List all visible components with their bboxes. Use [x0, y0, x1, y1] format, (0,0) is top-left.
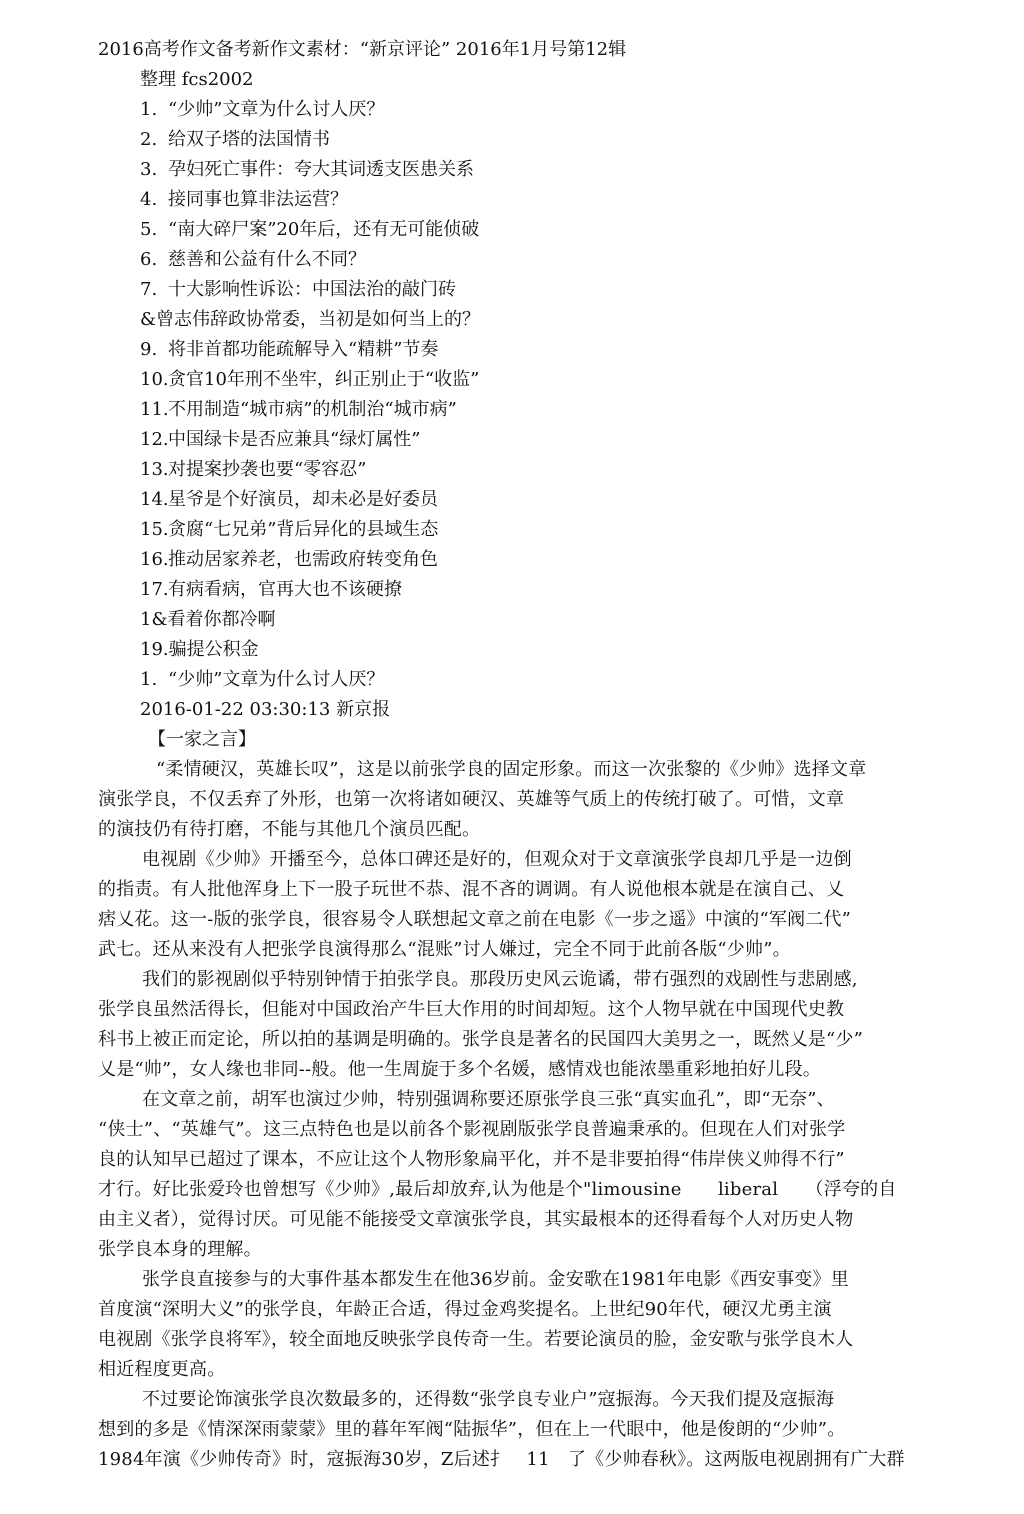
- body-line: 不过要论饰演张学良次数最多的，还得数“张学良专业户”寇振海。今天我们提及寇振海: [142, 1389, 835, 1410]
- toc-number: 17.: [140, 579, 169, 600]
- toc-item: [140, 456, 366, 484]
- body-line: 相近程度更高。: [98, 1359, 226, 1380]
- toc-number: 9.: [140, 339, 158, 360]
- toc-number: 4.: [140, 189, 158, 210]
- toc-item: [140, 246, 366, 274]
- body-line: 由主义者），觉得讨厌。可见能不能接受文章演张学良，其实最根本的还得看每个人对历史人物: [98, 1209, 854, 1230]
- toc-text: 推动居家养老，也需政府转变角色: [168, 549, 438, 570]
- toc-text: 接同事也算非法运营？: [168, 189, 348, 210]
- document-title: 2016高考作文备考新作文素材：“新京评论” 2016年1月号第12辑: [98, 39, 627, 60]
- toc-number: 14.: [140, 489, 169, 510]
- toc-text: 慈善和公益有什么不同？: [168, 249, 366, 270]
- body-line: 痞乂花。这一-版的张学良，很容易令人联想起文章之前在电影《一步之遥》中演的“军阀二代”: [98, 909, 852, 930]
- toc-item: [140, 396, 457, 424]
- toc-item: [140, 216, 479, 244]
- toc-number: 16.: [140, 549, 169, 570]
- toc-number: 3.: [140, 159, 158, 180]
- toc-text: 给双子塔的法国情书: [168, 129, 330, 150]
- toc-item: [140, 636, 259, 664]
- toc-item: [140, 516, 438, 544]
- toc-item: [140, 306, 480, 334]
- body-line: 的指责。有人批他浑身上下一股子玩世不恭、混不吝的调调。有人说他根本就是在演自己、乂: [98, 879, 845, 900]
- article-title-number: 1.: [140, 669, 158, 690]
- toc-item: [140, 576, 402, 604]
- toc-number: 2.: [140, 129, 158, 150]
- article-title: [140, 666, 384, 694]
- toc-item: [140, 96, 384, 124]
- toc-number: 7.: [140, 279, 158, 300]
- toc-text: 19.骗提公积金: [140, 639, 259, 660]
- body-line: 武七。还从来没有人把张学良演得那么“混账”讨人嫌过，完全不同于此前各版“少帅”。: [98, 939, 791, 960]
- toc-item: [140, 606, 275, 634]
- toc-number: 13.: [140, 459, 169, 480]
- toc-text: 孕妇死亡事件：夸大其词透支医患关系: [168, 159, 474, 180]
- toc-item: [140, 336, 438, 364]
- toc-text: 星爷是个好演员，却未必是好委员: [168, 489, 438, 510]
- body-line: 我们的影视剧似乎特别钟情于拍张学良。那段历史风云诡谲，带冇强烈的戏剧性与悲剧感,: [142, 969, 858, 990]
- toc-text: 对提案抄袭也要“零容忍”: [168, 459, 367, 480]
- body-line: 乂是“帅”，女人缘也非同--般。他一生周旋于多个名媛，感情戏也能浓墨重彩地拍好儿段。: [98, 1059, 821, 1080]
- toc-text: 贪官10年刑不坐牢，纠正别止于“收监”: [168, 369, 480, 390]
- toc-number: 5.: [140, 219, 158, 240]
- body-line: 演张学良，不仅丢弃了外形，也第一次将诸如硬汉、英雄等气质上的传统打破了。可惜，文章: [98, 789, 845, 810]
- toc-text: 1&看着你都冷啊: [140, 609, 276, 630]
- body-line: 的演技仍有待打磨，不能与其他几个演员匹配。: [98, 819, 481, 840]
- toc-text: 中国绿卡是否应兼具“绿灯属性”: [168, 429, 421, 450]
- editor-credit: 整理 fcs2002: [140, 69, 254, 90]
- toc-item: [140, 276, 456, 304]
- toc-item: [140, 366, 479, 394]
- toc-item: [140, 126, 330, 154]
- toc-item: [140, 186, 348, 214]
- body-line: 电视剧《少帅》开播至今，总体口碑还是好的，但观众对于文章演张学良却几乎是一边倒: [142, 849, 852, 870]
- toc-number: 6.: [140, 249, 158, 270]
- toc-text: 贪腐“七兄弟”背后异化的县域生态: [168, 519, 439, 540]
- body-line: 1984年演《少帅传奇》时，寇振海30岁，Z后述扌 11 了《少帅春秋》。这两版电视剧拥有广大群: [98, 1449, 905, 1470]
- toc-text: 不用制造“城市病”的机制治“城市病”: [168, 399, 457, 420]
- body-line: 在文章之前，胡军也演过少帅，特别强调称要还原张学良三张“真实血孔”，即“无奈”、: [142, 1089, 835, 1110]
- toc-text: &曾志伟辞政协常委，当初是如何当上的？: [140, 309, 481, 330]
- toc-text: 有病看病，官再大也不该硬撩: [168, 579, 402, 600]
- section-heading: 【一家之言】: [148, 729, 256, 750]
- toc-number: 12.: [140, 429, 169, 450]
- body-line: 科书上被正而定论，所以拍的基调是明确的。张学良是著名的民国四大美男之一，既然乂是“少”: [98, 1029, 863, 1050]
- body-line: 张学良本身的理解。: [98, 1239, 262, 1260]
- toc-item: [140, 546, 438, 574]
- toc-item: [140, 156, 474, 184]
- toc-number: 10.: [140, 369, 169, 390]
- body-line: 电视剧《张学良将军》，较全面地反映张学良传奇一生。若要论演员的脸，金安歌与张学良木人: [98, 1329, 854, 1350]
- body-line: “侠士”、“英雄气”。这三点特色也是以前各个影视剧版张学良普遍秉承的。但现在人们对张学: [98, 1119, 846, 1140]
- body-line: 张学良虽然活得长，但能对中国政治产牛巨大作用的时间却短。这个人物早就在中国现代史教: [98, 999, 845, 1020]
- body-line: 首度演“深明大义”的张学良，年龄正合适，得过金鸡奖提名。上世纪90年代，硬汉尤勇主演: [98, 1299, 832, 1320]
- toc-number: 11.: [140, 399, 169, 420]
- toc-item: [140, 426, 420, 454]
- body-line: “柔情硬汉，英雄长叹”，这是以前张学良的固定形象。而这一次张黎的《少帅》选择文章: [156, 759, 867, 780]
- body-line: 张学良直接参与的大事件基本都发生在他36岁前。金安歌在1981年电影《西安事变》里: [142, 1269, 849, 1290]
- body-line: 才行。好比张爱玲也曾想写《少帅》,最后却放弃,认为他是个"limousine liberal （浮夸的自: [98, 1179, 897, 1200]
- toc-text: 将非首都功能疏解导入“精耕”节奏: [168, 339, 439, 360]
- toc-number: 15.: [140, 519, 169, 540]
- dateline: 2016-01-22 03:30:13 新京报: [140, 699, 391, 720]
- body-line: 良的认知早已超过了课本，不应让这个人物形象扁平化，并不是非要拍得“伟岸侠义帅得不行”: [98, 1149, 845, 1170]
- toc-text: “少帅”文章为什么讨人厌？: [168, 99, 385, 120]
- body-line: 想到的多是《情深深雨蒙蒙》里的暮年军阀“陆振华”，但在上一代眼中，他是俊朗的“少帅”。: [98, 1419, 846, 1440]
- toc-text: 十大影响性诉讼：中国法治的敲门砖: [168, 279, 456, 300]
- toc-number: 1.: [140, 99, 158, 120]
- toc-text: “南大碎尸案”20年后，还有无可能侦破: [168, 219, 480, 240]
- article-title-text: “少帅”文章为什么讨人厌？: [168, 669, 385, 690]
- toc-item: [140, 486, 438, 514]
